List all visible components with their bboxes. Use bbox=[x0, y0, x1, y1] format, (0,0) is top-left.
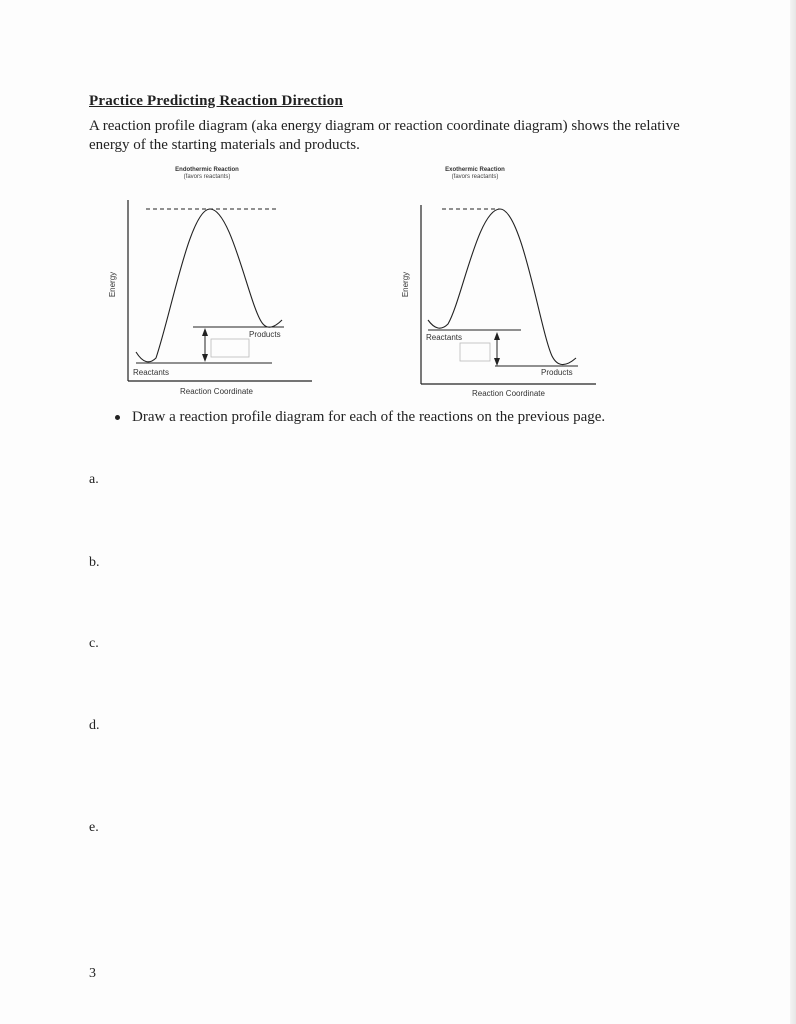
question-a: a. bbox=[89, 472, 99, 487]
endothermic-arrow-head-down bbox=[202, 354, 208, 362]
instruction-bullet bbox=[115, 409, 605, 426]
exothermic-arrow-head-down bbox=[494, 358, 500, 366]
endothermic-title: Endothermic Reaction bbox=[175, 167, 239, 173]
endothermic-reactants-label: Reactants bbox=[133, 368, 170, 377]
question-d: d. bbox=[89, 718, 100, 733]
endothermic-y-label: Energy bbox=[108, 271, 118, 298]
endothermic-answer-box bbox=[211, 339, 249, 357]
endothermic-x-label: Reaction Coordinate bbox=[180, 387, 253, 396]
exothermic-subtitle: (favors reactants) bbox=[451, 174, 499, 180]
question-e: e. bbox=[89, 820, 99, 835]
endothermic-subtitle: (favors reactants) bbox=[183, 174, 231, 180]
exothermic-x-label: Reaction Coordinate bbox=[472, 389, 545, 398]
instruction-text: Draw a reaction profile diagram for each of the reactions on the previous page. bbox=[132, 409, 606, 425]
endothermic-products-label: Products bbox=[249, 330, 281, 339]
exothermic-arrow-head-up bbox=[494, 332, 500, 340]
question-c: c. bbox=[89, 636, 99, 651]
page-title: Practice Predicting Reaction Direction bbox=[89, 93, 344, 109]
exothermic-reactants-label: Reactants bbox=[426, 333, 463, 342]
exothermic-title: Exothermic Reaction bbox=[445, 167, 505, 173]
endothermic-arrow-head-up bbox=[202, 328, 208, 336]
exothermic-y-label: Energy bbox=[401, 271, 411, 298]
exothermic-products-label: Products bbox=[541, 368, 573, 377]
intro-paragraph: A reaction profile diagram (aka energy diagram or reaction coordinate diagram) shows the relative energy of the starting materials and products. bbox=[89, 118, 680, 153]
question-b: b. bbox=[89, 555, 100, 570]
exothermic-answer-box bbox=[460, 343, 490, 361]
scan-edge bbox=[790, 0, 796, 1024]
page-number: 3 bbox=[89, 966, 96, 981]
bullet-icon bbox=[115, 415, 120, 420]
